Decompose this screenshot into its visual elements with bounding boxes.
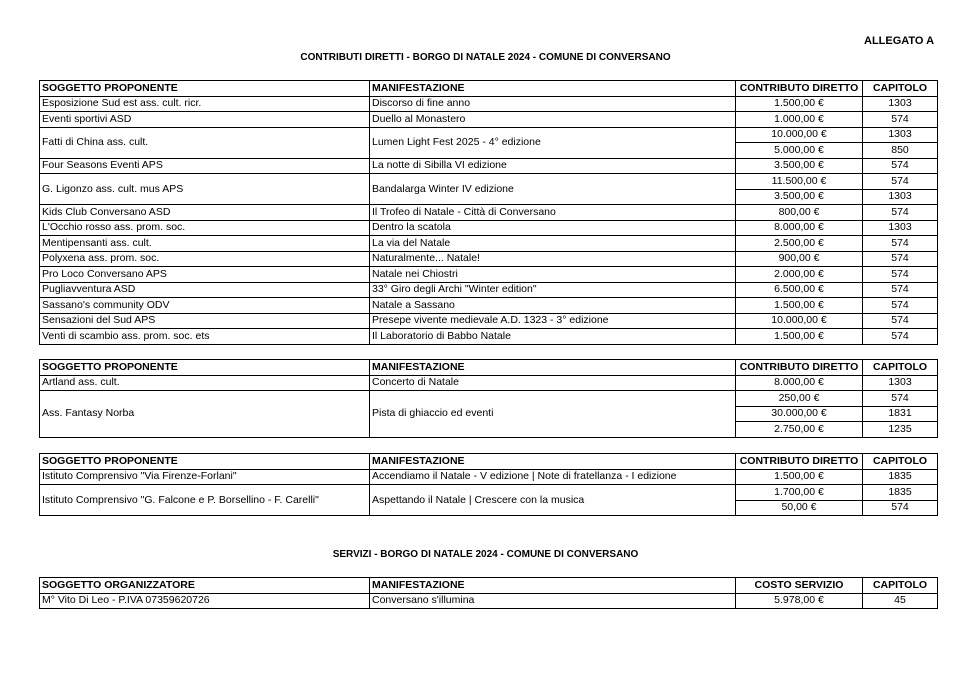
table-row [40, 375, 938, 391]
header-soggetto: SOGGETTO PROPONENTE [40, 454, 370, 470]
cell-importo: 250,00 € [736, 391, 863, 407]
cell-manifestazione: Naturalmente... Natale! [370, 251, 736, 267]
table-row [40, 329, 938, 345]
cell-soggetto: Kids Club Conversano ASD [40, 205, 370, 221]
header-importo: CONTRIBUTO DIRETTO [736, 360, 863, 376]
header-soggetto: SOGGETTO ORGANIZZATORE [40, 578, 370, 594]
cell-capitolo: 574 [863, 282, 938, 298]
cell-manifestazione: Concerto di Natale [370, 375, 736, 391]
cell-capitolo: 1235 [863, 422, 938, 438]
table-row [40, 313, 938, 329]
cell-capitolo: 850 [863, 143, 938, 159]
cell-importo: 8.000,00 € [736, 375, 863, 391]
cell-soggetto: Fatti di China ass. cult. [40, 127, 370, 158]
cell-importo: 1.000,00 € [736, 112, 863, 128]
cell-capitolo: 1831 [863, 406, 938, 422]
cell-capitolo: 574 [863, 158, 938, 174]
cell-importo: 30.000,00 € [736, 406, 863, 422]
cell-importo: 900,00 € [736, 251, 863, 267]
cell-capitolo: 1303 [863, 127, 938, 143]
cell-manifestazione: Natale a Sassano [370, 298, 736, 314]
cell-importo: 8.000,00 € [736, 220, 863, 236]
cell-manifestazione: La notte di Sibilla VI edizione [370, 158, 736, 174]
cell-capitolo: 574 [863, 298, 938, 314]
header-manifestazione: MANIFESTAZIONE [370, 81, 736, 97]
header-capitolo: CAPITOLO [863, 360, 938, 376]
cell-soggetto: Eventi sportivi ASD [40, 112, 370, 128]
header-row [40, 81, 938, 97]
cell-soggetto: Polyxena ass. prom. soc. [40, 251, 370, 267]
cell-manifestazione: 33° Giro degli Archi "Winter edition" [370, 282, 736, 298]
cell-importo: 3.500,00 € [736, 189, 863, 205]
cell-importo: 1.500,00 € [736, 469, 863, 485]
cell-manifestazione: Accendiamo il Natale - V edizione | Note di fratellanza - I edizione [370, 469, 736, 485]
cell-capitolo: 574 [863, 267, 938, 283]
cell-soggetto: Sassano's community ODV [40, 298, 370, 314]
cell-manifestazione: Aspettando il Natale | Crescere con la musica [370, 485, 736, 516]
table-row [40, 593, 938, 609]
header-row [40, 360, 938, 376]
cell-capitolo: 1303 [863, 220, 938, 236]
cell-importo: 1.500,00 € [736, 96, 863, 112]
cell-manifestazione: Lumen Light Fest 2025 - 4° edizione [370, 127, 736, 158]
cell-manifestazione: Conversano s'illumina [370, 593, 736, 609]
cell-capitolo: 574 [863, 205, 938, 221]
cell-capitolo: 45 [863, 593, 938, 609]
cell-soggetto: Venti di scambio ass. prom. soc. ets [40, 329, 370, 345]
cell-soggetto: Pro Loco Conversano APS [40, 267, 370, 283]
header-soggetto: SOGGETTO PROPONENTE [40, 81, 370, 97]
title-contributi: CONTRIBUTI DIRETTI - BORGO DI NATALE 2024 - COMUNE DI CONVERSANO [300, 52, 671, 63]
cell-importo: 2.000,00 € [736, 267, 863, 283]
cell-capitolo: 574 [863, 112, 938, 128]
cell-manifestazione: La via del Natale [370, 236, 736, 252]
cell-soggetto: Ass. Fantasy Norba [40, 391, 370, 438]
header-importo: CONTRIBUTO DIRETTO [736, 454, 863, 470]
table-row [40, 469, 938, 485]
header-importo: COSTO SERVIZIO [736, 578, 863, 594]
cell-importo: 11.500,00 € [736, 174, 863, 190]
table-row [40, 220, 938, 236]
cell-capitolo: 1303 [863, 375, 938, 391]
cell-capitolo: 1303 [863, 96, 938, 112]
cell-manifestazione: Discorso di fine anno [370, 96, 736, 112]
cell-soggetto: Sensazioni del Sud APS [40, 313, 370, 329]
cell-soggetto: G. Ligonzo ass. cult. mus APS [40, 174, 370, 205]
cell-capitolo: 1303 [863, 189, 938, 205]
cell-manifestazione: Bandalarga Winter IV edizione [370, 174, 736, 205]
table-row [40, 205, 938, 221]
header-importo: CONTRIBUTO DIRETTO [736, 81, 863, 97]
table-row [40, 96, 938, 112]
cell-soggetto: Artland ass. cult. [40, 375, 370, 391]
table-servizi [39, 577, 938, 609]
header-manifestazione: MANIFESTAZIONE [370, 578, 736, 594]
table-contributi-2 [39, 359, 938, 438]
cell-capitolo: 574 [863, 500, 938, 516]
cell-soggetto: Esposizione Sud est ass. cult. ricr. [40, 96, 370, 112]
table-contributi-1 [39, 80, 938, 345]
table-contributi-3 [39, 453, 938, 516]
table-row [40, 298, 938, 314]
table-row [40, 158, 938, 174]
allegato-label: ALLEGATO A [864, 35, 935, 47]
table-row [40, 236, 938, 252]
cell-soggetto: Four Seasons Eventi APS [40, 158, 370, 174]
header-soggetto: SOGGETTO PROPONENTE [40, 360, 370, 376]
table-row [40, 174, 938, 190]
cell-manifestazione: Presepe vivente medievale A.D. 1323 - 3° edizione [370, 313, 736, 329]
cell-importo: 1.500,00 € [736, 298, 863, 314]
cell-importo: 10.000,00 € [736, 313, 863, 329]
cell-importo: 50,00 € [736, 500, 863, 516]
cell-soggetto: Istituto Comprensivo "G. Falcone e P. Borsellino - F. Carelli" [40, 485, 370, 516]
cell-capitolo: 574 [863, 313, 938, 329]
header-manifestazione: MANIFESTAZIONE [370, 360, 736, 376]
cell-soggetto: Pugliavventura ASD [40, 282, 370, 298]
header-row [40, 578, 938, 594]
cell-capitolo: 574 [863, 391, 938, 407]
header-manifestazione: MANIFESTAZIONE [370, 454, 736, 470]
cell-importo: 3.500,00 € [736, 158, 863, 174]
cell-importo: 1.700,00 € [736, 485, 863, 501]
table-row [40, 127, 938, 143]
cell-soggetto: M° Vito Di Leo - P.IVA 07359620726 [40, 593, 370, 609]
cell-capitolo: 1835 [863, 469, 938, 485]
header-row [40, 454, 938, 470]
cell-manifestazione: Il Trofeo di Natale - Città di Conversano [370, 205, 736, 221]
cell-capitolo: 574 [863, 251, 938, 267]
cell-manifestazione: Natale nei Chiostri [370, 267, 736, 283]
cell-capitolo: 574 [863, 236, 938, 252]
cell-soggetto: Mentipensanti ass. cult. [40, 236, 370, 252]
cell-manifestazione: Dentro la scatola [370, 220, 736, 236]
cell-importo: 5.978,00 € [736, 593, 863, 609]
cell-capitolo: 1835 [863, 485, 938, 501]
cell-importo: 10.000,00 € [736, 127, 863, 143]
cell-capitolo: 574 [863, 174, 938, 190]
cell-capitolo: 574 [863, 329, 938, 345]
cell-soggetto: L'Occhio rosso ass. prom. soc. [40, 220, 370, 236]
cell-soggetto: Istituto Comprensivo "Via Firenze-Forlani" [40, 469, 370, 485]
cell-importo: 6.500,00 € [736, 282, 863, 298]
table-row [40, 251, 938, 267]
table-row [40, 267, 938, 283]
cell-importo: 2.750,00 € [736, 422, 863, 438]
title-servizi: SERVIZI - BORGO DI NATALE 2024 - COMUNE DI CONVERSANO [332, 549, 639, 560]
table-row [40, 282, 938, 298]
header-capitolo: CAPITOLO [863, 578, 938, 594]
cell-importo: 2.500,00 € [736, 236, 863, 252]
cell-manifestazione: Il Laboratorio di Babbo Natale [370, 329, 736, 345]
table-row [40, 391, 938, 407]
header-capitolo: CAPITOLO [863, 81, 938, 97]
cell-manifestazione: Duello al Monastero [370, 112, 736, 128]
table-row [40, 485, 938, 501]
cell-importo: 5.000,00 € [736, 143, 863, 159]
header-capitolo: CAPITOLO [863, 454, 938, 470]
table-row [40, 112, 938, 128]
cell-importo: 1.500,00 € [736, 329, 863, 345]
cell-manifestazione: Pista di ghiaccio ed eventi [370, 391, 736, 438]
cell-importo: 800,00 € [736, 205, 863, 221]
